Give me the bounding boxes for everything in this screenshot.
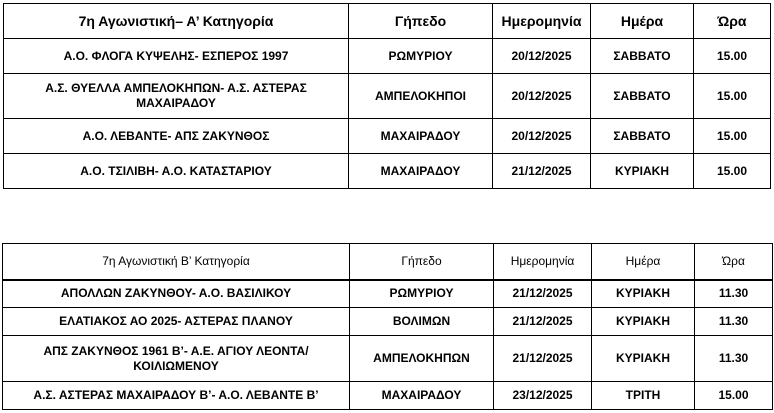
day-cell: ΣΑΒΒΑΤΟ — [591, 74, 694, 119]
match-cell: Α.Ο. ΦΛΟΓΑ ΚΥΨΕΛΗΣ- ΕΣΠΕΡΟΣ 1997 — [4, 39, 349, 74]
stadium-cell: ΑΜΠΕΛΟΚΗΠΟΙ — [349, 74, 493, 119]
header-date: Ημερομηνία — [494, 244, 592, 280]
header-round: 7η Αγωνιστική– Α’ Κατηγορία — [4, 4, 349, 39]
stadium-cell: ΡΩΜΥΡΙΟΥ — [350, 280, 494, 308]
stadium-cell: ΜΑΧΑΙΡΑΔΟΥ — [350, 382, 494, 410]
time-cell: 15.00 — [694, 154, 771, 189]
time-cell: 15.00 — [695, 382, 773, 410]
schedule-table-a — [3, 3, 771, 189]
time-cell: 11.30 — [695, 308, 773, 336]
table-a-header-row — [4, 4, 771, 39]
table-row — [3, 280, 773, 308]
stadium-cell: ΑΜΠΕΛΟΚΗΠΩΝ — [350, 336, 494, 382]
table-row — [3, 382, 773, 410]
header-day: Ημέρα — [592, 244, 695, 280]
date-cell: 20/12/2025 — [493, 39, 591, 74]
date-cell: 20/12/2025 — [493, 119, 591, 154]
match-cell: ΕΛΑΤΙΑΚΟΣ ΑΟ 2025- ΑΣΤΕΡΑΣ ΠΛΑΝΟΥ — [3, 308, 350, 336]
stadium-cell: ΜΑΧΑΙΡΑΔΟΥ — [349, 154, 493, 189]
match-cell: Α.Ο. ΛΕΒΑΝΤΕ- ΑΠΣ ΖΑΚΥΝΘΟΣ — [4, 119, 349, 154]
table-row — [4, 74, 771, 119]
date-cell: 21/12/2025 — [494, 336, 592, 382]
day-cell: ΣΑΒΒΑΤΟ — [591, 39, 694, 74]
match-cell: Α.Σ. ΘΥΕΛΛΑ ΑΜΠΕΛΟΚΗΠΩΝ- Α.Σ. ΑΣΤΕΡΑΣ ΜΑΧΑΙΡΑΔΟΥ — [4, 74, 349, 119]
table-row — [4, 154, 771, 189]
stadium-cell: ΡΩΜΥΡΙΟΥ — [349, 39, 493, 74]
match-cell: Α.Ο. ΤΣΙΛΙΒΗ- Α.Ο. ΚΑΤΑΣΤΑΡΙΟΥ — [4, 154, 349, 189]
header-round: 7η Αγωνιστική Β’ Κατηγορία — [3, 244, 350, 280]
time-cell: 15.00 — [694, 39, 771, 74]
day-cell: ΚΥΡΙΑΚΗ — [592, 280, 695, 308]
header-time: Ώρα — [694, 4, 771, 39]
date-cell: 23/12/2025 — [494, 382, 592, 410]
stadium-cell: ΜΑΧΑΙΡΑΔΟΥ — [349, 119, 493, 154]
header-day: Ημέρα — [591, 4, 694, 39]
table-row — [4, 119, 771, 154]
table-row — [3, 308, 773, 336]
schedule-table-b — [2, 243, 773, 410]
time-cell: 15.00 — [694, 119, 771, 154]
date-cell: 21/12/2025 — [494, 308, 592, 336]
match-cell: Α.Σ. ΑΣΤΕΡΑΣ ΜΑΧΑΙΡΑΔΟΥ Β’- Α.Ο. ΛΕΒΑΝΤΕ Β’ — [3, 382, 350, 410]
day-cell: ΚΥΡΙΑΚΗ — [592, 308, 695, 336]
day-cell: ΣΑΒΒΑΤΟ — [591, 119, 694, 154]
time-cell: 11.30 — [695, 280, 773, 308]
table-row — [4, 39, 771, 74]
match-cell: ΑΠΣ ΖΑΚΥΝΘΟΣ 1961 Β’- Α.Ε. ΑΓΙΟΥ ΛΕΟΝΤΑ/ΚΟΙΛΙΩΜΕΝΟΥ — [3, 336, 350, 382]
table-b-header-row — [3, 244, 773, 280]
day-cell: ΚΥΡΙΑΚΗ — [591, 154, 694, 189]
header-time: Ώρα — [695, 244, 773, 280]
time-cell: 11.30 — [695, 336, 773, 382]
time-cell: 15.00 — [694, 74, 771, 119]
table-row — [3, 336, 773, 382]
day-cell: ΤΡΙΤΗ — [592, 382, 695, 410]
date-cell: 21/12/2025 — [493, 154, 591, 189]
header-date: Ημερομηνία — [493, 4, 591, 39]
match-cell: ΑΠΟΛΛΩΝ ΖΑΚΥΝΘΟΥ- Α.Ο. ΒΑΣΙΛΙΚΟΥ — [3, 280, 350, 308]
header-stadium: Γήπεδο — [349, 4, 493, 39]
day-cell: ΚΥΡΙΑΚΗ — [592, 336, 695, 382]
stadium-cell: ΒΟΛΙΜΩΝ — [350, 308, 494, 336]
date-cell: 21/12/2025 — [494, 280, 592, 308]
header-stadium: Γήπεδο — [350, 244, 494, 280]
date-cell: 20/12/2025 — [493, 74, 591, 119]
